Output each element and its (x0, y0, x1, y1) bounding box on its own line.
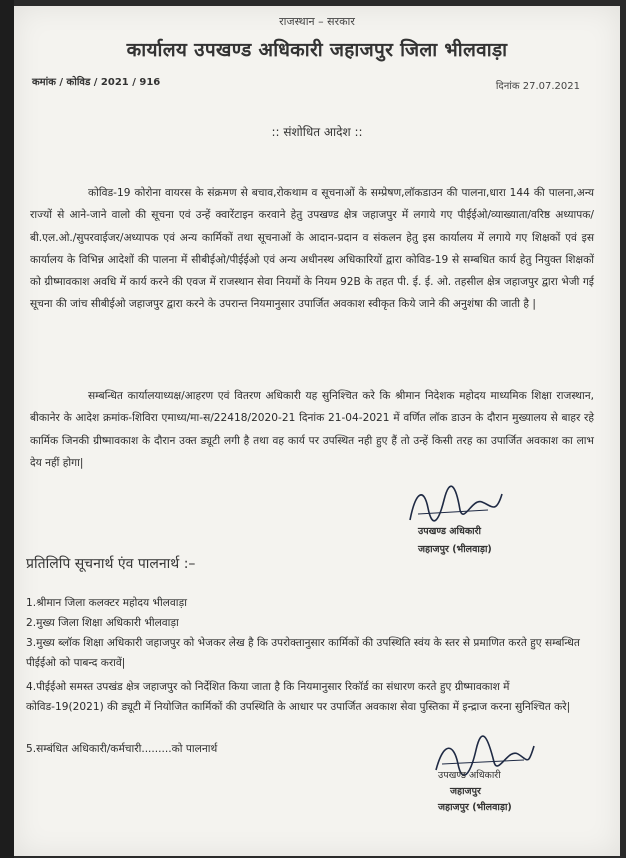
order-heading: :: संशोधित आदेश :: (271, 125, 363, 139)
signature-scribble (398, 480, 508, 530)
government-header: राजस्थान – सरकार (279, 15, 355, 28)
list-item: 3.मुख्य ब्लॉक शिक्षा अधिकारी जहाजपुर को भेजकर लेख है कि उपरोक्तानुसार कार्मिकों की उपस्थिति स्वंय के स्तर से प्रमाणित करते हुए सम्बन्धित पीईईओ को पाबन्द करावें| (26, 637, 580, 669)
signature-location: जहाजपुर (भीलवाड़ा) (438, 802, 512, 813)
office-title: कार्यालय उपखण्ड अधिकारी जहाजपुर जिला भीलवाड़ा (126, 39, 508, 61)
list-item: 2.मुख्य जिला शिक्षा अधिकारी भीलवाड़ा (26, 617, 179, 629)
signature-designation: उपखण्ड अधिकारी (418, 526, 481, 537)
signature-designation: उपखण्ड अधिकारी (438, 770, 501, 781)
list-item: 4.पीईईओ समस्त उपखंड क्षेत्र जहाजपुर को निर्देशित किया जाता है कि नियमानुसार रिकॉर्ड का संधारण करते हुए ग्रीष्मावकाश में कोविड-19(2021) की ड्यूटी में नियोजित कार्मिकों की उपस्थिति के आधार पर उपार्जित अवकाश सेवा पुस्तिका में इन्द्राज करना सुनिश्चित करे| (26, 681, 571, 713)
order-paragraph-1: कोविड-19 कोरोना वायरस के संक्रमण से बचाव,रोकथाम व सूचनाओं के सम्प्रेषण,लॉकडाउन की पालना,धारा 144 की पालना,अन्य राज्यों से आने-जाने वालो की सूचना एवं उन्हें क्वारेंटाइन करवाने हेतु उपखण्ड क्षेत्र जहाजपुर में लगाये गए पीईईओ/व्याख्याता/वरिष्ठ अध्यापक/बी.एल.ओ./सुपरवाईजर/अध्यापक एवं अन्य कार्मिकों तथा सूचनाओं के आदान-प्रदान व संकलन हेतु इस कार्यालय में लगाये गए शिक्षकों एवं इस कार्यालय के विभिन्न आदेशों की पालना में सीबीईओ/पीईईओ एवं अन्य अधीनस्थ अधिकारियों द्वारा कोविड-19 से सम्बधित कार्य हेतु नियुक्त शिक्षकों को ग्रीष्मावकाश अवधि में कार्य करने की एवज में राजस्थान सेवा नियमों के नियम 92B के तहत पी. ई. ई. ओ. तहसील क्षेत्र जहाजपुर द्वारा भेजी गई सूचना की जांच सीबीईओ जहाजपुर द्वारा करने के उपरान्त नियमानुसार उपार्जित अवकाश स्वीकृत किये जाने की अनुशंषा की जाती है | (30, 187, 594, 311)
document-page (14, 6, 620, 856)
list-item: 1.श्रीमान जिला कलक्टर महोदय भीलवाड़ा (26, 597, 187, 609)
signature-block-1 (406, 480, 506, 560)
copy-list-title: प्रतिलिपि सूचनार्थ एंव पालनार्थ :– (26, 556, 196, 572)
reference-number: कमांक / कोविड / 2021 / 916 (32, 77, 161, 88)
document-date: दिनांक 27.07.2021 (495, 81, 580, 92)
signature-block-2 (432, 734, 532, 834)
order-paragraph-2: सम्बन्धित कार्यालयाध्यक्ष/आहरण एवं वितरण अधिकारी यह सुनिश्चित करे कि श्रीमान निदेशक महोदय माध्यमिक शिक्षा राजस्थान, बीकानेर के आदेश क्रमांक-शिविरा एमाध्य/मा-स/22418/2020-21 दिनांक 21-04-2021 में वर्णित लॉक डाउन के दौरान मुख्यालय से बाहर रहे कार्मिक जिनकी ग्रीष्मावकाश के दौरान उक्त ड्यूटी लगी है तथा वह कार्य पर उपस्थित नही हुए हैं तो उन्हें किसी तरह का उपार्जित अवकाश का लाभ देय नहीं होगा| (30, 390, 594, 469)
photo-background (0, 0, 14, 858)
signature-location: जहाजपुर (भीलवाड़ा) (418, 544, 492, 555)
list-item: 5.सम्बंधित अधिकारी/कर्मचारी.........को पालनार्थ (26, 743, 218, 755)
signature-designation-2: जहाजपुर (450, 786, 481, 797)
